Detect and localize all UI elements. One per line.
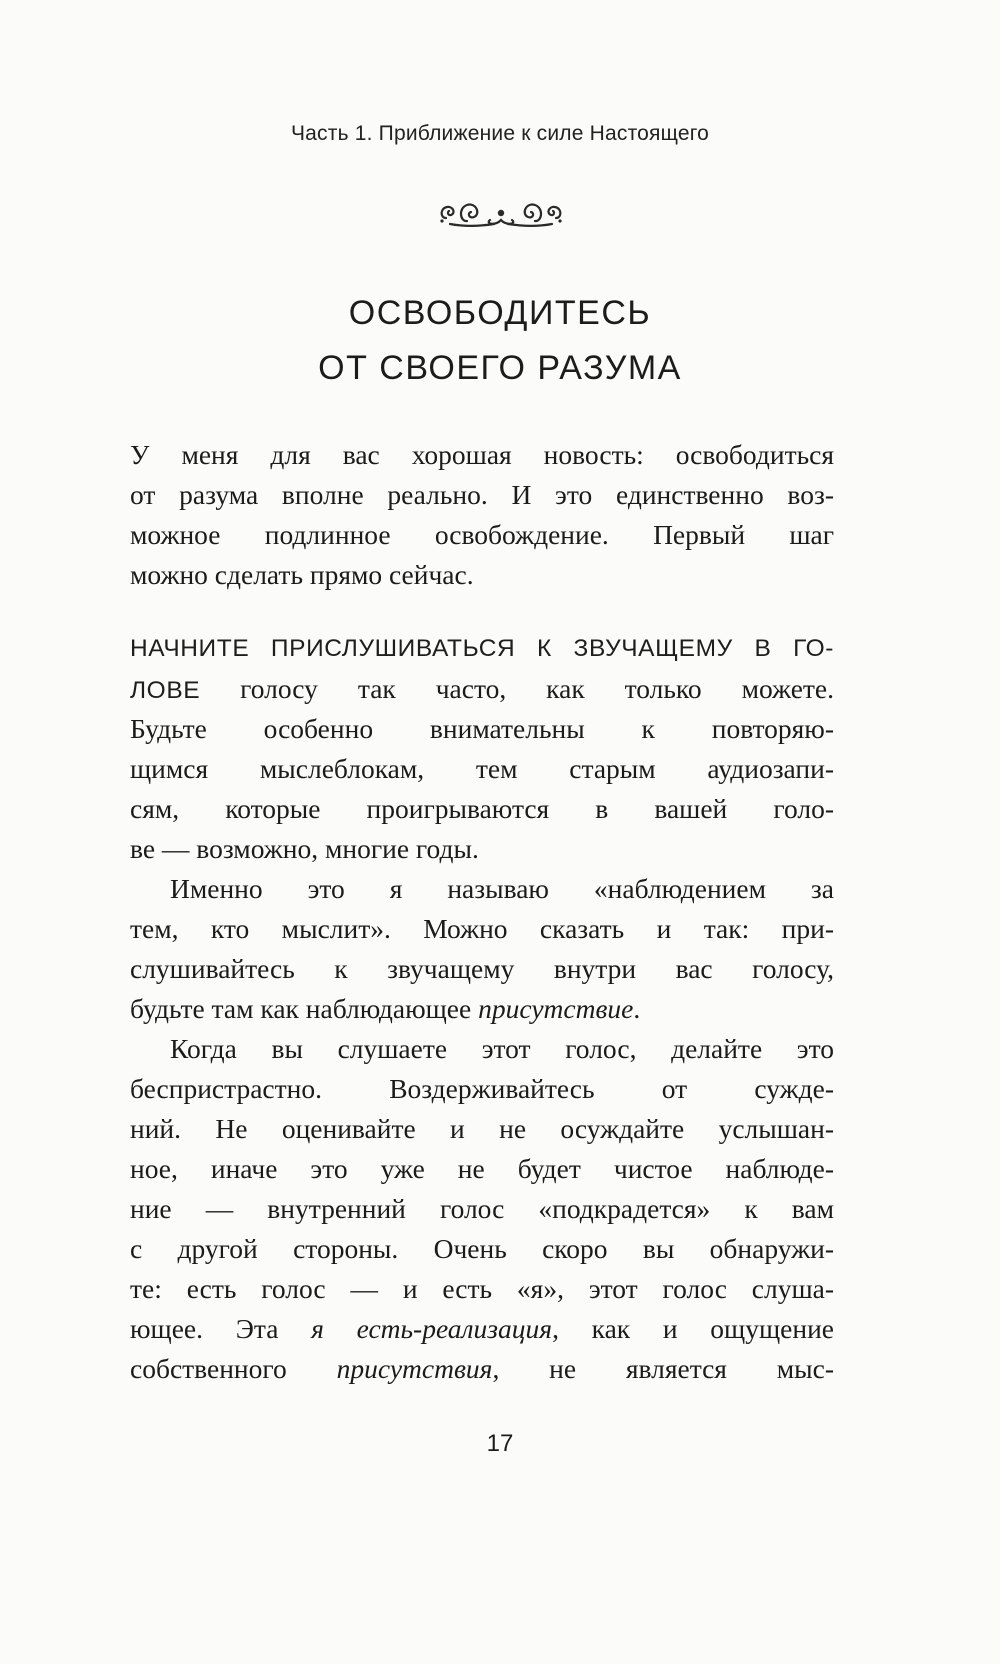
chapter-title-line: ОСВОБОДИТЕСЬ bbox=[348, 294, 652, 332]
text-line: Когда вы слушаете этот голос, делайте это bbox=[170, 1033, 834, 1064]
text-run: будьте там как наблюдающее bbox=[130, 993, 479, 1024]
emphasis-run: присутствия bbox=[336, 1353, 493, 1384]
body-text bbox=[130, 629, 834, 1389]
text-line: тем, кто мыслит». Можно сказать и так: при- bbox=[130, 913, 834, 944]
text-line: ве — возможно, многие годы. bbox=[130, 833, 479, 864]
text-line: можное подлинное освобождение. Первый шаг bbox=[130, 519, 834, 550]
text-line: от разума вполне реально. И это единственно воз- bbox=[130, 479, 834, 510]
text-line: слушивайтесь к звучащему внутри вас голосу, bbox=[130, 953, 834, 984]
text-line: У меня для вас хорошая новость: освободиться bbox=[130, 439, 834, 470]
text-line bbox=[130, 1349, 834, 1389]
flourish-ornament-icon bbox=[436, 194, 566, 234]
text-run: собственного bbox=[130, 1353, 337, 1384]
text-line: ний. Не оценивайте и не осуждайте услышан- bbox=[130, 1113, 834, 1144]
intro-paragraph bbox=[130, 435, 834, 595]
text-line: ние — внутренний голос «подкрадется» к вам bbox=[130, 1193, 834, 1224]
text-line: беспристрастно. Воздерживайтесь от сужде- bbox=[130, 1073, 834, 1104]
text-line-smallcaps: НАЧНИТЕ ПРИСЛУШИВАТЬСЯ К ЗВУЧАЩЕМУ В ГО- bbox=[130, 635, 834, 662]
text-run: , как и ощущение bbox=[552, 1313, 834, 1344]
text-line: те: есть голос — и есть «я», этот голос слуша- bbox=[130, 1273, 834, 1304]
text-line: щимся мыслеблокам, тем старым аудиозапи- bbox=[130, 753, 834, 784]
chapter-title bbox=[0, 286, 1000, 396]
text-run: ющее. Эта bbox=[130, 1313, 312, 1344]
smallcaps-run: ЛОВЕ bbox=[130, 677, 201, 704]
text-line: можно сделать прямо сейчас. bbox=[130, 559, 474, 590]
emphasis-run: присутствие bbox=[478, 993, 634, 1024]
running-head: Часть 1. Приближение к силе Настоящего bbox=[290, 122, 710, 145]
text-line: Именно это я называю «наблюдением за bbox=[170, 873, 834, 904]
text-line: Будьте особенно внимательны к повторяю- bbox=[130, 713, 834, 744]
text-line bbox=[130, 1309, 834, 1349]
text-line: с другой стороны. Очень скоро вы обнаружи- bbox=[130, 1233, 834, 1264]
text-line: ное, иначе это уже не будет чистое наблюде- bbox=[130, 1153, 834, 1184]
text-line bbox=[130, 989, 834, 1029]
text-line: сям, которые проигрываются в вашей голо- bbox=[130, 793, 834, 824]
page-number: 17 bbox=[486, 1430, 514, 1457]
chapter-title-line: ОТ СВОЕГО РАЗУМА bbox=[318, 349, 682, 387]
text-run: , не является мыс- bbox=[492, 1353, 834, 1384]
text-line bbox=[130, 669, 834, 709]
emphasis-run: я есть-реализация bbox=[311, 1313, 553, 1344]
text-run: . bbox=[633, 993, 641, 1024]
text-run: голосу так часто, как только можете. bbox=[200, 673, 834, 704]
